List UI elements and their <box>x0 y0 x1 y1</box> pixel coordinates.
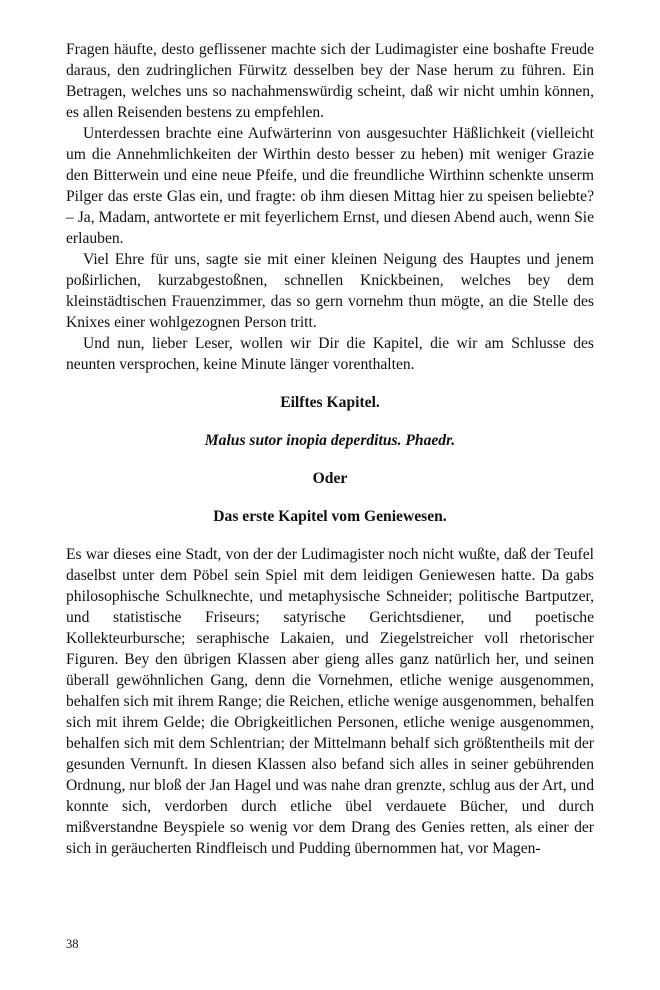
chapter-subtitle: Das erste Kapitel vom Geniewesen. <box>213 508 447 525</box>
chapter-epigraph: Malus sutor inopia deperditus. Phaedr. <box>204 432 456 449</box>
page-number: 38 <box>66 937 79 951</box>
chapter-connector: Oder <box>312 470 348 487</box>
paragraph-continuation: Fragen häufte, desto geflissener machte sich der Ludimagister eine boshafte Freude daraus, den zudringlichen Fürwitz desselben bey der Nase herum zu führen. Ein Betragen, welches uns so nachahmenswürdig scheint, daß wir nicht umhin können, es allen Reisenden bestens zu empfehlen. <box>66 41 594 121</box>
paragraph: Unterdessen brachte eine Aufwärterinn von ausgesuchter Häßlichkeit (vielleicht um die Annehmlichkeiten der Wirthin desto besser zu heben) mit weniger Grazie den Bitterwein und eine neue Pfeife, und die freundliche Wirthinn schenkte unserm Pilger das erste Glas ein, und fragte: ob ihm diesen Mittag hier zu speisen beliebte? – Ja, Madam, antwortete er mit feyerlichem Ernst, und diesen Abend auch, wenn Sie erlauben. <box>66 125 594 247</box>
chapter-heading-block <box>66 392 594 527</box>
text-column <box>66 39 594 859</box>
paragraph: Es war dieses eine Stadt, von der der Ludimagister noch nicht wußte, daß der Teufel daselbst unter dem Pöbel sein Spiel mit dem leidigen Geniewesen hatte. Da gabs philosophische Schulknechte, und metaphysische Schneider; politische Bartputzer, und statistische Friseurs; satyrische Gerichtsdiener, und poetische Kollekteurbursche; seraphische Lakaien, und Ziegelstreicher voll rhetorischer Figuren. Bey den übrigen Klassen aber gieng alles ganz natürlich her, und seinen überall gewöhnlichen Gang, denn die Vornehmen, etliche wenige ausgenommen, behalfen sich mit ihrem Range; die Reichen, etliche wenige ausgenommen, behalfen sich mit ihrem Gelde; die Obrigkeitlichen Personen, etliche wenige ausgenommen, behalfen sich mit dem Schlentrian; der Mittelmann behalf sich größtentheils mit der gesunden Vernunft. In diesen Klassen also befand sich alles in seiner gebührenden Ordnung, nur bloß der Jan Hagel und was nahe dran grenzte, schlug aus der Art, und konnte sich, verdorben durch etliche übel verdauete Bücher, und durch mißverstandne Beyspiele so wenig vor dem Drang des Genies retten, als einer der sich in geräucherten Rindfleisch und Pudding übernommen hat, vor Magen- <box>66 546 594 857</box>
paragraph: Und nun, lieber Leser, wollen wir Dir die Kapitel, die wir am Schlusse des neunten versprochen, keine Minute länger vorenthalten. <box>66 335 594 373</box>
paragraph: Viel Ehre für uns, sagte sie mit einer kleinen Neigung des Hauptes und jenem poßirlichen, kurzabgestoßnen, schnellen Knickbeinen, welches bey dem kleinstädtischen Frauenzimmer, das so gern vornehm thun mögte, an die Stelle des Knixes einer wohlgezognen Person tritt. <box>66 251 594 331</box>
chapter-title: Eilftes Kapitel. <box>280 394 380 411</box>
